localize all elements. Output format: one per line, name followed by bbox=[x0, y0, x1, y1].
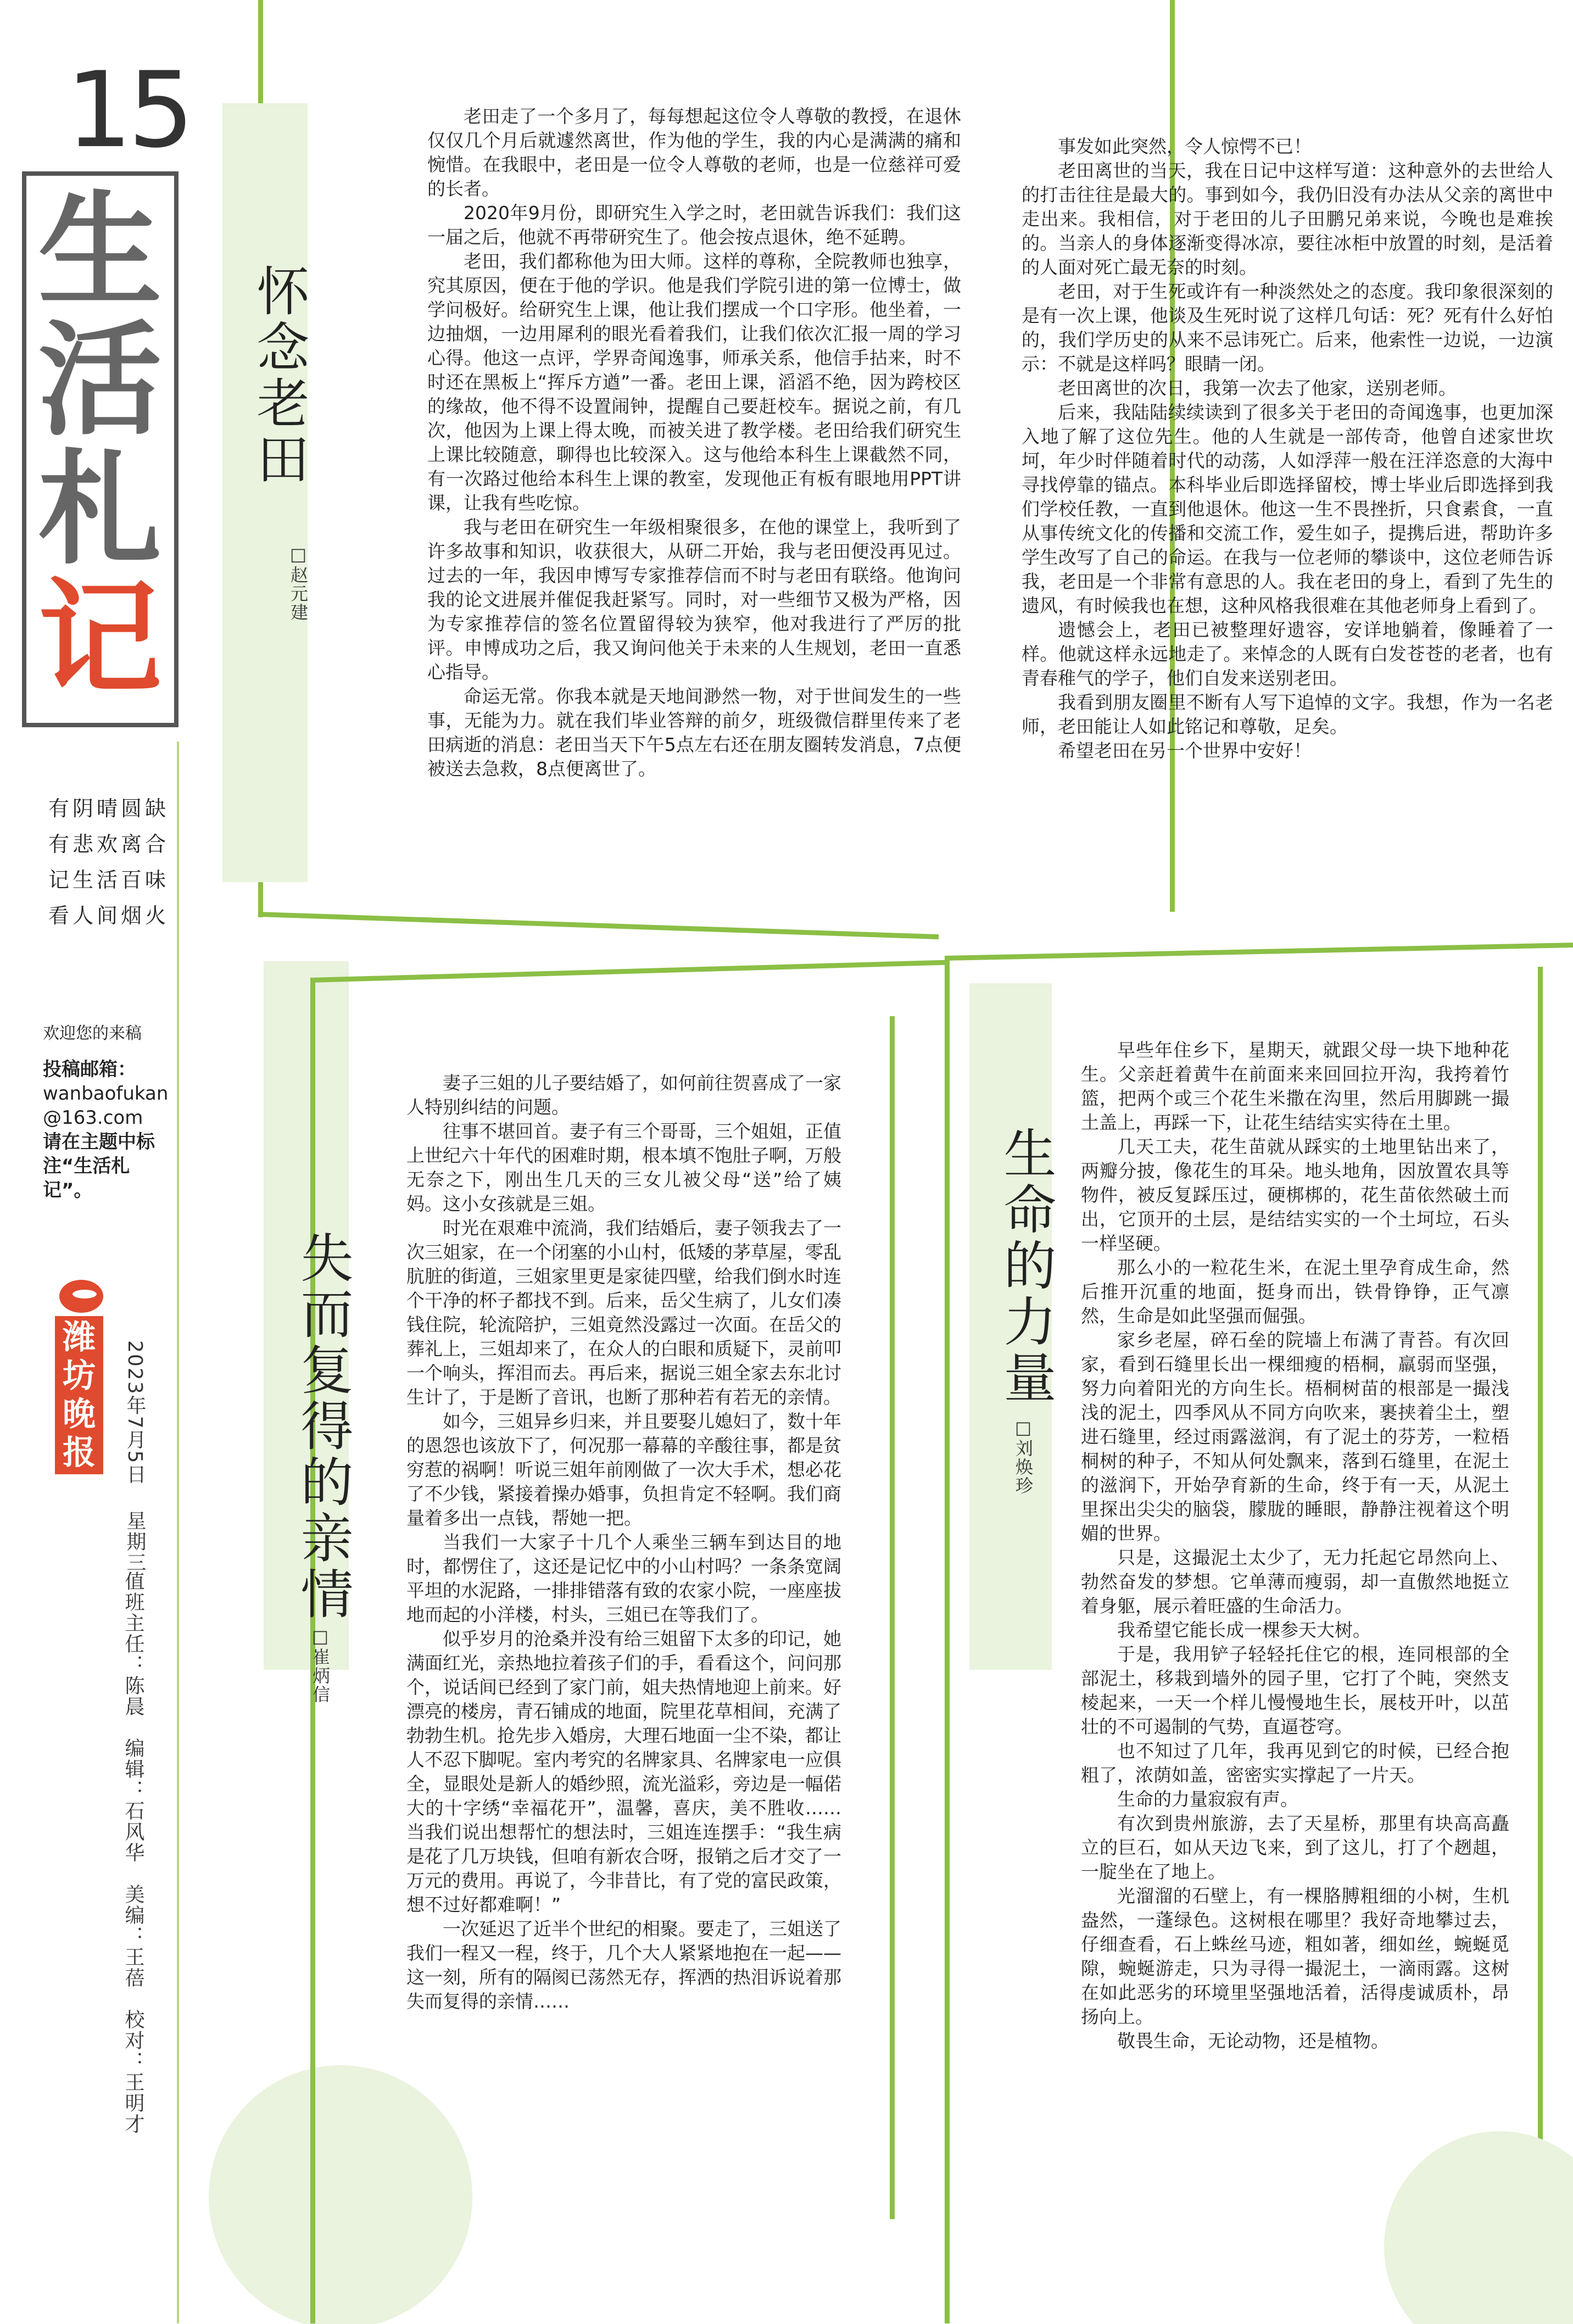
frame-line bbox=[945, 956, 950, 2323]
paragraph: 往事不堪回首。妻子有三个哥哥，三个姐姐，正值上世纪六十年代的困难时期，根本填不饱肚子啊，万般无奈之下，刚出生几天的三女儿被父母“送”给了姨妈。这小女孩就是三姐。 bbox=[406, 1121, 841, 1214]
paragraph: 我希望它能长成一棵参天大树。 bbox=[1117, 1619, 1371, 1641]
paragraph: 生命的力量寂寂有声。 bbox=[1117, 1788, 1298, 1810]
frame-line bbox=[1538, 967, 1543, 2285]
article-author-huainian: □赵元建 bbox=[288, 544, 309, 622]
paragraph: 于是，我用铲子轻轻托住它的根，连同根部的全部泥土，移栽到墙外的园子里，它打了个盹，突然支棱起来，一天一个样儿慢慢地生长，展枝开叶，以茁壮的不可遏制的气势，直逼苍穹。 bbox=[1081, 1643, 1509, 1737]
issue-weekday: 星期三 bbox=[124, 1511, 146, 1573]
paragraph: 老田离世的当天，我在日记中这样写道：这种意外的去世给人的打击往往是最大的。事到如今，我仍旧没有办法从父亲的离世中走出来。我相信，对于老田的儿子田鹏兄弟来说，今晚也是难挨的。当亲人的身体逐渐变得冰凉，要往冰柜中放置的时刻，是活着的人面对死亡最无奈的时刻。 bbox=[1022, 160, 1553, 278]
article-author-shierfude: □崔炳信 bbox=[310, 1626, 331, 1704]
paragraph: 我看到朋友圈里不断有人写下追悼的文字。我想，作为一名老师，老田能让人如此铭记和尊敬，足矣。 bbox=[1022, 692, 1553, 737]
frame-line bbox=[890, 1016, 895, 2219]
submit-note: 请在主题中标注“生活札记”。 bbox=[43, 1131, 155, 1201]
slogan-line: 看人间烟火 bbox=[48, 904, 170, 928]
paragraph: 命运无常。你我本就是天地间渺然一物，对于世间发生的一些事，无能为力。就在我们毕业答辩的前夕，班级微信群里传来了老田病逝的消息：老田当天下午5点左右还在朋友圈转发消息，7点便被送去急救，8点便离世了。 bbox=[427, 686, 961, 779]
welcome-text: 欢迎您的来稿 bbox=[43, 1024, 142, 1043]
paragraph: 几天工夫，花生苗就从踩实的土地里钻出来了，两瓣分披，像花生的耳朵。地头地角，因放置农具等物件，被反复踩压过，硬梆梆的，花生苗依然破土而出，它顶开的土层，是结结实实的一个土坷垃，石头一样坚硬。 bbox=[1081, 1136, 1509, 1254]
paragraph: 老田走了一个多月了，每每想起这位令人尊敬的教授，在退休仅仅几个月后就遽然离世，作为他的学生，我的内心是满满的痛和惋惜。在我眼中，老田是一位令人尊敬的老师，也是一位慈祥可爱的长者。 bbox=[427, 105, 961, 199]
paragraph: 那么小的一粒花生米，在泥土里孕育成生命，然后推开沉重的地面，挺身而出，铁骨铮铮，正气凛然，生命是如此坚强而倔强。 bbox=[1081, 1257, 1509, 1327]
paragraph: 有次到贵州旅游，去了天星桥，那里有块高高矗立的巨石，如从天边飞来，到了这儿，打了个趔趄，一腚坐在了地上。 bbox=[1081, 1813, 1509, 1882]
submission-info bbox=[43, 1057, 175, 1202]
article-body-huainian-right bbox=[1022, 135, 1553, 882]
column-title-char-red: 记 bbox=[38, 566, 162, 711]
submit-email-line-2: @163.com bbox=[43, 1107, 143, 1129]
paragraph: 遗憾会上，老田已被整理好遗容，安详地躺着，像睡着了一样。他就这样永远地走了。来悼念的人既有白发苍苍的老者，也有青春稚气的学子，他们自发来送别老田。 bbox=[1022, 619, 1553, 689]
paragraph: 老田，我们都称他为田大师。这样的尊称，全院教师也独享，究其原因，便在于他的学识。他是我们学院引进的第一位博士，做学问极好。给研究生上课，他让我们摆成一个口字形。他坐着，一边抽烟，一边用犀利的眼光看着我们，让我们依次汇报一周的学习心得。他这一点评，学界奇闻逸事，师承关系，他信手拈来，时不时还在黑板上“挥斥方遒”一番。老田上课，滔滔不绝，因为跨校区的缘故，他不得不设置闹钟，提醒自己要赶校车。据说之前，有几次，他因为上课上得太晚，而被关进了教学楼。老田给我们研究生上课比较随意，聊得也比较深入。这与他给本科生上课截然不同，有一次路过他给本科生上课的教室，发现他正有板有眼地用PPT讲课，让我有些吃惊。 bbox=[427, 250, 961, 514]
paragraph: 妻子三姐的儿子要结婚了，如何前往贺喜成了一家人特别纠结的问题。 bbox=[406, 1072, 841, 1118]
article-title-huainian: 怀念老田 bbox=[248, 264, 310, 488]
paragraph: 当我们一大家子十几个人乘坐三辆车到达目的地时，都愣住了，这还是记忆中的小山村吗？一条条宽阔平坦的水泥路，一排排错落有致的农家小院，一座座拔地而起的小洋楼，村头，三姐已在等我们了。 bbox=[406, 1531, 841, 1625]
paragraph: 似乎岁月的沧桑并没有给三姐留下太多的印记，她满面红光，亲热地拉着孩子们的手，看看这个，问问那个，说话间已经到了家门前，姐夫热情地迎上前来。好漂亮的楼房，青石铺成的地面，院里花草相间，充满了勃勃生机。抢先步入婚房，大理石地面一尘不染，都让人不忍下脚呢。室内考究的名牌家具、名牌家电一应俱全，显眼处是新人的婚纱照，流光溢彩，旁边是一幅偌大的十字绣“幸福花开”，温馨，喜庆，美不胜收……当我们说出想帮忙的想法时，三姐连连摆手：“我生病是花了几万块钱，但咱有新农合呀，报销之后才交了一万元的费用。再说了，今非昔比，有了党的富民政策，想不过好都难啊！” bbox=[406, 1628, 841, 1915]
sidebar bbox=[0, 0, 190, 2324]
frame-line bbox=[258, 912, 939, 939]
submit-email-line-1: wanbaofukan bbox=[43, 1083, 169, 1105]
paragraph: 也不知过了几年，我再见到它的时候，已经合抱粗了，浓荫如盖，密密实实撑起了一片天。 bbox=[1081, 1740, 1509, 1786]
paragraph: 一次延迟了近半个世纪的相聚。要走了，三姐送了我们一程又一程，终于，几个大人紧紧地抱在一起——这一刻，所有的隔阂已荡然无存，挥洒的热泪诉说着那失而复得的亲情…… bbox=[406, 1918, 841, 2012]
column-title-char: 活 bbox=[38, 308, 162, 453]
paragraph: 2020年9月份，即研究生入学之时，老田就告诉我们：我们这一届之后，他就不再带研究生了。他会按点退休，绝不延聘。 bbox=[427, 202, 961, 248]
column-title-char: 生 bbox=[38, 179, 162, 324]
paragraph: 早些年住乡下，星期天，就跟父母一块下地种花生。父亲赶着黄牛在前面来来回回拉开沟，我挎着竹篮，把两个或三个花生米撒在沟里，然后用脚跳一撮土盖上，再踩一下，让花生结结实实待在土里。 bbox=[1081, 1039, 1509, 1133]
paragraph: 我与老田在研究生一年级相聚很多，在他的课堂上，我听到了许多故事和知识，收获很大，从研二开始，我与老田便没再见过。过去的一年，我因申博写专家推荐信而不时与老田有联络。他询问我的论文进展并催促我赶紧写。同时，对一些细节又极为严格，因为专家推荐信的签名位置留得较为狭窄，他对我进行了严厉的批评。申博成功之后，我又询问他关于未来的人生规划，老田一直悉心指导。 bbox=[427, 516, 961, 683]
column-title-char: 札 bbox=[38, 437, 162, 582]
paragraph: 老田，对于生死或许有一种淡然处之的态度。我印象很深刻的是有一次上课，他谈及生死时说了这样几句话：死？死有什么好怕的，我们学历史的从来不忌讳死亡。后来，他索性一边说，一边演示：不就是这样吗？眼睛一闭。 bbox=[1022, 281, 1553, 375]
article-author-shengming: □刘焕珍 bbox=[1013, 1417, 1034, 1495]
paragraph: 家乡老屋，碎石垒的院墙上布满了青苔。有次回家，看到石缝里长出一棵细瘦的梧桐，羸弱而坚强，努力向着阳光的方向生长。梧桐树苗的根部是一撮浅浅的泥土，四季风从不同方向吹来，裹挟着尘土，塑进石缝里，经过雨露滋润，有了泥土的芬芳，一粒梧桐树的种子，不知从何处飘来，落到石缝里，在泥土的滋润下，开始孕育新的生命，终于有一天，从泥土里探出尖尖的脑袋，朦胧的睡眼，静静注视着这个明媚的世界。 bbox=[1081, 1329, 1509, 1544]
slogan-line: 有悲欢离合 bbox=[48, 832, 170, 856]
column-slogans bbox=[48, 791, 169, 934]
paragraph: 敬畏生命，无论动物，还是植物。 bbox=[1117, 2030, 1389, 2052]
paragraph: 后来，我陆陆续续读到了很多关于老田的奇闻逸事，也更加深入地了解了这位先生。他的人生就是一部传奇，他曾自述家世坎坷，年少时伴随着时代的动荡，人如浮萍一般在汪洋恣意的大海中寻找停靠的锚点。本科毕业后即选择留校，博士毕业后即选择到我们学校任教，一直到他退休。他这一生不畏挫折，只食素食，一直从事传统文化的传播和交流工作，爱生如子，提携后进，帮助许多学生改写了自己的命运。在我与一位老师的攀谈中，这位老师告诉我，老田是一个非常有意思的人。我在老田的身上，看到了先生的遗风，有时候我也在想，这种风格我很难在其他老师身上看到了。 bbox=[1022, 402, 1553, 616]
column-title bbox=[29, 179, 171, 711]
slogan-line: 有阴晴圆缺 bbox=[48, 796, 170, 821]
issue-date: 2023年7月5日 bbox=[124, 1340, 146, 1485]
paragraph: 老田离世的次日，我第一次去了他家，送别老师。 bbox=[1058, 377, 1457, 399]
article-body-shengming bbox=[1081, 1038, 1509, 2296]
page-number: 15 bbox=[66, 49, 190, 171]
paragraph: 事发如此突然，令人惊愕不已！ bbox=[1058, 136, 1312, 157]
submit-label: 投稿邮箱： bbox=[43, 1058, 136, 1080]
article-body-shierfude bbox=[406, 1071, 841, 2192]
logo-mark-icon bbox=[59, 1280, 103, 1313]
article-body-huainian-left bbox=[427, 104, 961, 884]
article-title-shengming: 生命的力量 bbox=[995, 1126, 1057, 1406]
paragraph: 光溜溜的石壁上，有一棵胳膊粗细的小树，生机盎然，一蓬绿色。这树根在哪里？我好奇地攀过去，仔细查看，石上蛛丝马迹，粗如著，细如丝，蜿蜒觅隙，蜿蜒游走，只为寻得一撮泥土，一滴雨露。这树在如此恶劣的环境里坚强地活着，活得虔诚质朴，昂扬向上。 bbox=[1081, 1885, 1509, 2027]
paragraph: 希望老田在另一个世界中安好！ bbox=[1058, 740, 1312, 761]
title-band bbox=[222, 103, 308, 882]
paragraph: 只是，这撮泥土太少了，无力托起它昂然向上、勃然奋发的梦想。它单薄而瘦弱，却一直傲然地挺立着身躯，展示着旺盛的生命活力。 bbox=[1081, 1547, 1509, 1617]
sidebar-divider bbox=[177, 742, 179, 2323]
frame-line bbox=[945, 943, 1573, 961]
newspaper-logo bbox=[55, 1280, 115, 1474]
paragraph: 时光在艰难中流淌，我们结婚后，妻子领我去了一次三姐家，在一个闭塞的小山村，低矮的茅草屋，零乱肮脏的街道，三姐家里更是家徒四壁，给我们倒水时连个干净的杯子都找不到。后来，岳父生病了，儿女们凑钱住院，轮流陪护，三姐竟然没露过一次面。在岳父的葬礼上，三姐却来了，在众人的白眼和质疑下，灵前叩一个响头，挥泪而去。再后来，据说三姐全家去东北讨生计了，于是断了音讯，也断了那种若有若无的亲情。 bbox=[406, 1217, 841, 1408]
logo-text: 潍坊晚报 bbox=[55, 1316, 103, 1474]
staff-credits: 值班主任：陈晨 编辑：石风华 美编：王蓓 校对：王明才 bbox=[122, 1571, 144, 2134]
frame-line bbox=[310, 960, 947, 983]
slogan-line: 记生活百味 bbox=[48, 868, 170, 892]
paragraph: 如今，三姐异乡归来，并且要娶儿媳妇了，数十年的恩怨也该放下了，何况那一幕幕的辛酸往事，都是贫穷惹的祸啊！听说三姐年前刚做了一次大手术，想必花了不少钱，紧接着操办婚事，负担肯定不轻啊。我们商量着多出一点钱，帮她一把。 bbox=[406, 1411, 841, 1529]
article-title-shierfude: 失而复得的亲情 bbox=[292, 1230, 354, 1623]
